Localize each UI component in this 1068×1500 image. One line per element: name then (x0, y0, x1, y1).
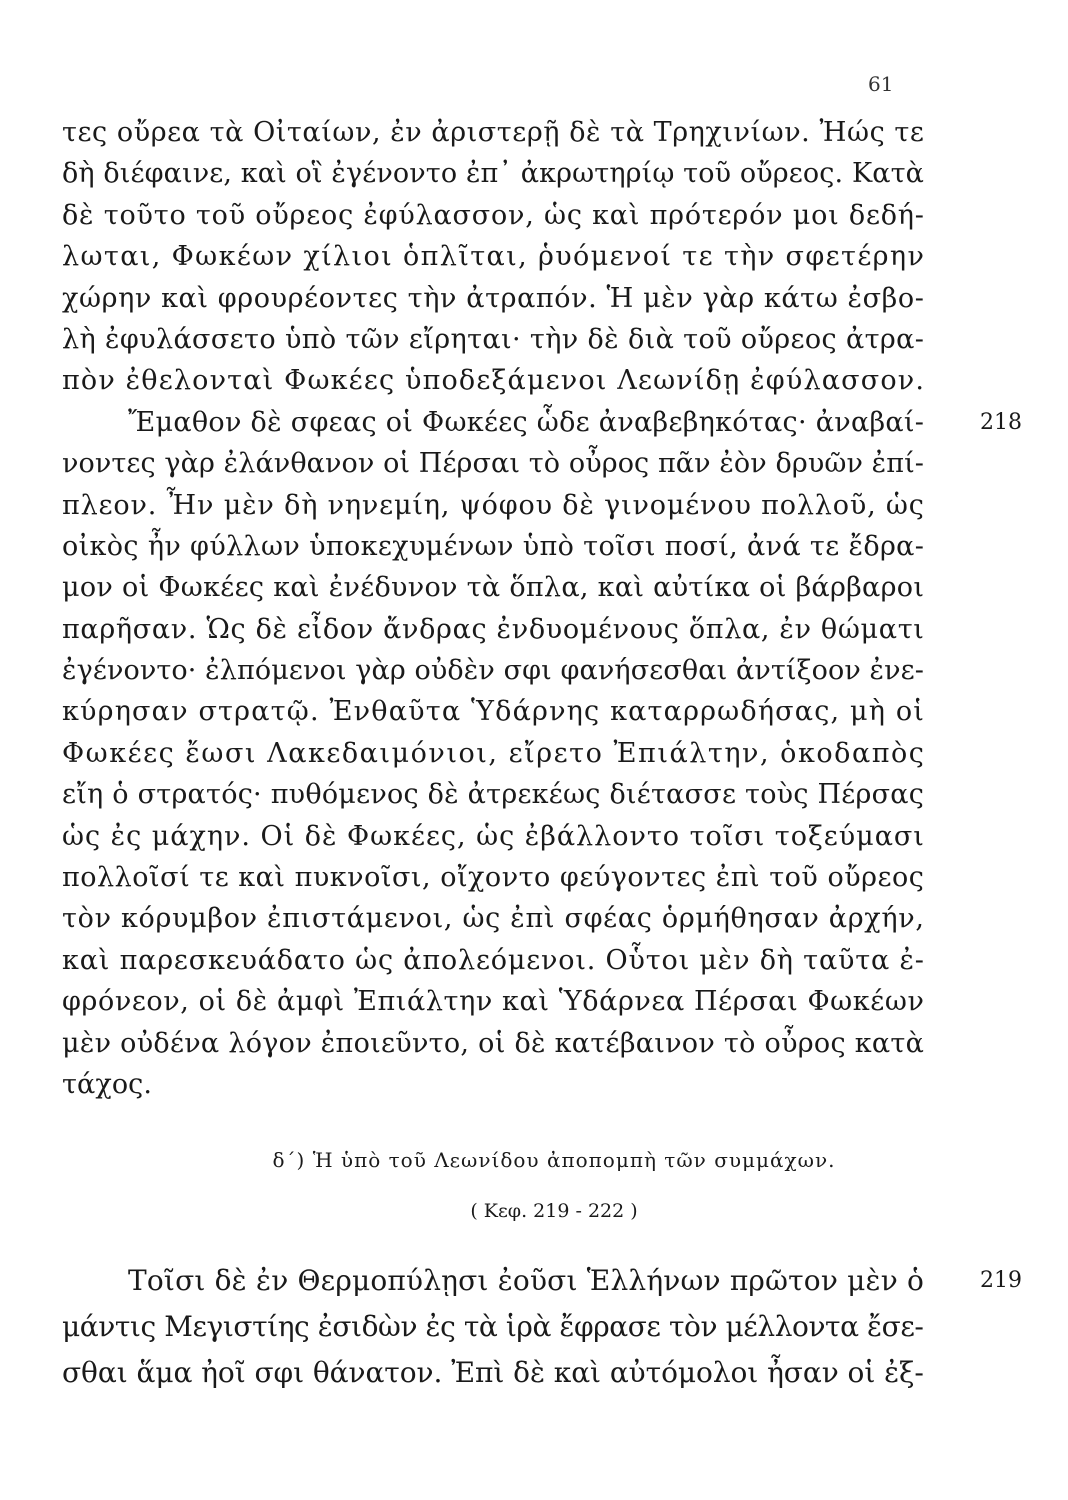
text-line: Ἔμαθον δὲ σφεας οἱ Φωκέες ὧδε ἀναβεβηκότας· ἀναβαί- (128, 406, 925, 438)
text-line: Τοῖσι δὲ ἐν Θερμοπύλῃσι ἐοῦσι Ἑλλήνων πρῶτον μὲν ὁ (128, 1264, 925, 1297)
text-line: πολλοῖσί τε καὶ πυκνοῖσι, οἴχοντο φεύγοντες ἐπὶ τοῦ οὔρεος (62, 862, 925, 894)
text-line: εἴη ὁ στρατός· πυθόμενος δὲ ἀτρεκέως διέτασσε τοὺς Πέρσας (62, 779, 925, 811)
section-title: δ´) Ἡ ὑπὸ τοῦ Λεωνίδου ἀποπομπὴ τῶν συμμάχων. (272, 1148, 836, 1172)
text-line: χώρην καὶ φρουρέοντες τὴν ἀτραπόν. Ἡ μὲν γὰρ κάτω ἐσβο- (62, 282, 925, 314)
section-text (62, 1258, 1022, 1396)
section-range: ( Κεφ. 219 - 222 ) (470, 1200, 638, 1222)
margin-chapter-number: 219 (980, 1268, 1022, 1293)
text-line: κύρησαν στρατῷ. Ἐνθαῦτα Ὑδάρνης καταρρωδήσας, μὴ οἱ (62, 696, 926, 728)
text-line: δὲ τοῦτο τοῦ οὔρεος ἐφύλασσον, ὡς καὶ πρότερόν μοι δεδή- (62, 199, 925, 231)
text-line: λὴ ἐφυλάσσετο ὑπὸ τῶν εἴρηται· τὴν δὲ διὰ τοῦ οὔρεος ἀτρα- (62, 323, 925, 355)
page-number: 61 (868, 72, 894, 96)
text-line: τάχος. (62, 1068, 153, 1100)
text-line: ἐγένοντο· ἐλπόμενοι γὰρ οὐδὲν σφι φανήσεσθαι ἀντίξοον ἐνε- (62, 655, 924, 687)
text-line: Φωκέες ἔωσι Λακεδαιμόνιοι, εἴρετο Ἐπιάλτην, ὁκοδαπὸς (62, 737, 926, 769)
text-line: τες οὔρεα τὰ Οἰταίων, ἐν ἀριστερῇ δὲ τὰ Τρηχινίων. Ἠώς τε (62, 117, 925, 148)
text-line: τὸν κόρυμβον ἐπιστάμενοι, ὡς ἐπὶ σφέας ὁρμήθησαν ἀρχήν, (62, 903, 925, 935)
main-text (62, 112, 1022, 1105)
text-line: οἰκὸς ἦν φύλλων ὑποκεχυμένων ὑπὸ τοῖσι ποσί, ἀνά τε ἔδρα- (62, 530, 925, 562)
text-line: λωται, Φωκέων χίλιοι ὁπλῖται, ῥυόμενοί τε τὴν σφετέρην (62, 241, 926, 273)
text-line: πὸν ἐθελονταὶ Φωκέες ὑποδεξάμενοι Λεωνίδῃ ἐφύλασσον. (62, 365, 926, 397)
text-line: δὴ διέφαινε, καὶ οἳ ἐγένοντο ἐπ᾽ ἀκρωτηρίῳ τοῦ οὔρεος. Κατὰ (62, 158, 925, 190)
text-line: καὶ παρεσκευάδατο ὡς ἀπολεόμενοι. Οὗτοι μὲν δὴ ταῦτα ἐ- (62, 944, 925, 976)
text-line: μὲν οὐδένα λόγον ἐποιεῦντο, οἱ δὲ κατέβαινον τὸ οὖρος κατὰ (62, 1027, 925, 1059)
text-line: σθαι ἅμα ἠοῖ σφι θάνατον. Ἐπὶ δὲ καὶ αὐτόμολοι ἦσαν οἱ ἐξ- (62, 1356, 924, 1389)
text-line: παρῆσαν. Ὡς δὲ εἶδον ἄνδρας ἐνδυομένους ὅπλα, ἐν θώματι (62, 613, 925, 645)
text-line: μον οἱ Φωκέες καὶ ἐνέδυνον τὰ ὅπλα, καὶ αὐτίκα οἱ βάρβαροι (62, 572, 925, 604)
text-line: νοντες γὰρ ἐλάνθανον οἱ Πέρσαι τὸ οὖρος πᾶν ἐὸν δρυῶν ἐπί- (62, 448, 925, 480)
text-line: μάντις Μεγιστίης ἐσιδὼν ἐς τὰ ἱρὰ ἔφρασε τὸν μέλλοντα ἔσε- (62, 1310, 924, 1343)
text-line: ὡς ἐς μάχην. Οἱ δὲ Φωκέες, ὡς ἐβάλλοντο τοῖσι τοξεύμασι (62, 820, 925, 852)
text-line: πλεον. Ἦν μὲν δὴ νηνεμίη, ψόφου δὲ γινομένου πολλοῦ, ὡς (62, 489, 925, 521)
text-line: φρόνεον, οἱ δὲ ἀμφὶ Ἐπιάλτην καὶ Ὑδάρνεα Πέρσαι Φωκέων (62, 986, 925, 1018)
margin-chapter-number: 218 (980, 409, 1022, 435)
